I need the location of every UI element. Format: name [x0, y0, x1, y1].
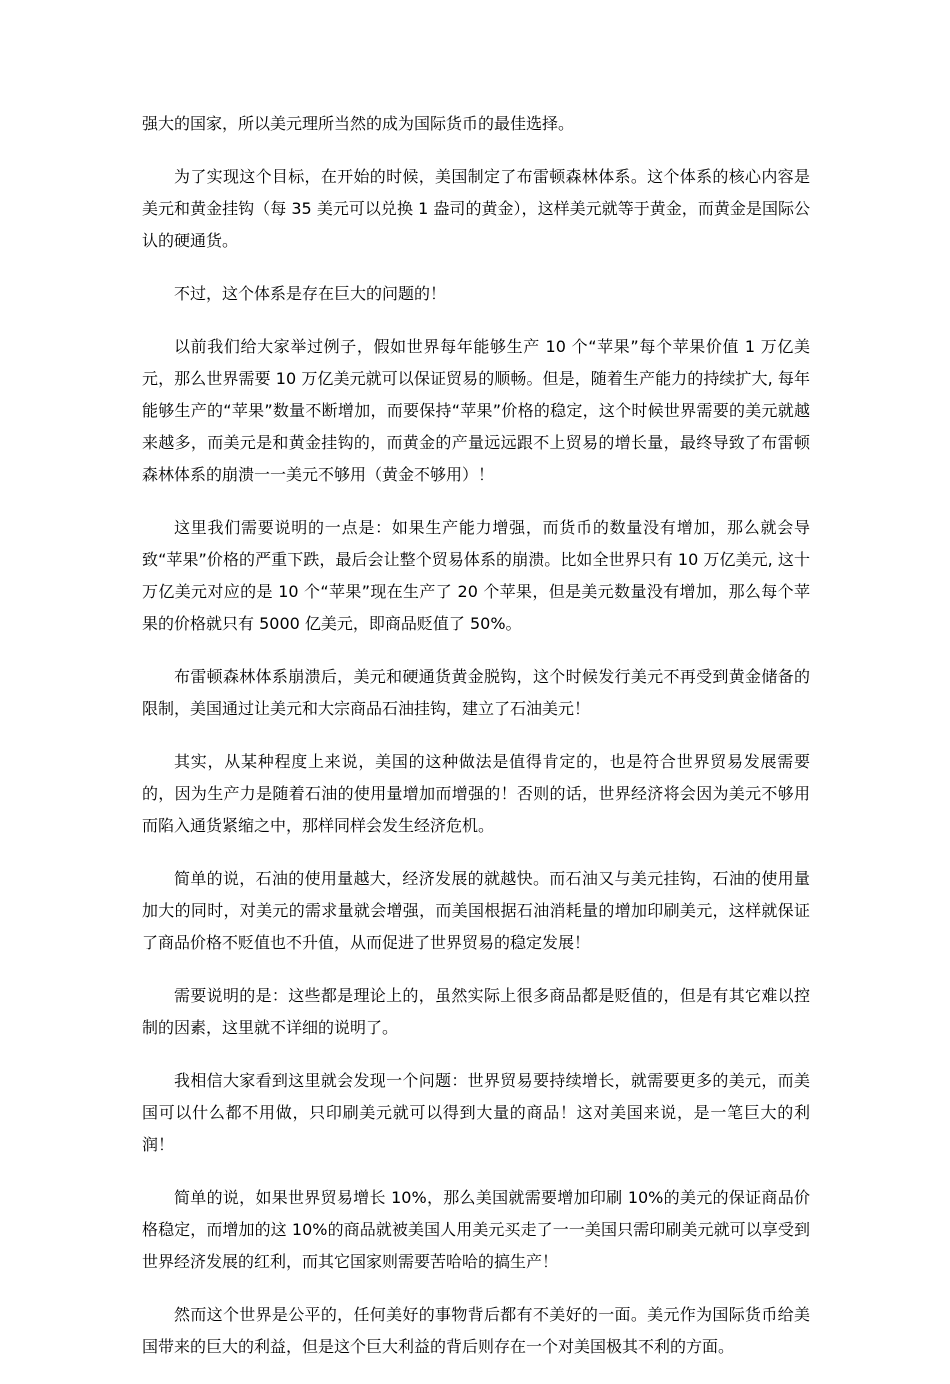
paragraph-5: 这里我们需要说明的一点是：如果生产能力增强，而货币的数量没有增加，那么就会导致“苹果”价格的严重下跌，最后会让整个贸易体系的崩溃。比如全世界只有 10 万亿美元, 这十万亿美元对应的是 10 个“苹果”现在生产了 20 个苹果，但是美元数量没有增加，那么每个苹果的价格就只有 5000 亿美元，即商品贬值了 50%。 [142, 518, 810, 633]
paragraph-9: 需要说明的是：这些都是理论上的，虽然实际上很多商品都是贬值的，但是有其它难以控制的因素，这里就不详细的说明了。 [142, 986, 810, 1037]
paragraph-8: 简单的说，石油的使用量越大，经济发展的就越快。而石油又与美元挂钩，石油的使用量加大的同时，对美元的需求量就会增强，而美国根据石油消耗量的增加印刷美元，这样就保证了商品价格不贬值也不升值，从而促进了世界贸易的稳定发展！ [142, 869, 810, 952]
document-body [142, 108, 810, 1384]
paragraph-7: 其实，从某种程度上来说，美国的这种做法是值得肯定的，也是符合世界贸易发展需要的，因为生产力是随着石油的使用量增加而增强的！否则的话，世界经济将会因为美元不够用而陷入通货紧缩之中，那样同样会发生经济危机。 [142, 752, 810, 835]
paragraph-12: 然而这个世界是公平的，任何美好的事物背后都有不美好的一面。美元作为国际货币给美国带来的巨大的利益，但是这个巨大利益的背后则存在一个对美国极其不利的方面。 [142, 1305, 810, 1356]
paragraph-2: 为了实现这个目标，在开始的时候，美国制定了布雷顿森林体系。这个体系的核心内容是美元和黄金挂钩（每 35 美元可以兑换 1 盎司的黄金），这样美元就等于黄金，而黄金是国际公认的硬通货。 [142, 167, 810, 250]
paragraph-6: 布雷顿森林体系崩溃后，美元和硬通货黄金脱钩，这个时候发行美元不再受到黄金储备的限制，美国通过让美元和大宗商品石油挂钩，建立了石油美元！ [142, 667, 810, 718]
paragraph-11: 简单的说，如果世界贸易增长 10%，那么美国就需要增加印刷 10%的美元的保证商品价格稳定，而增加的这 10%的商品就被美国人用美元买走了一一美国只需印刷美元就可以享受到世界经济发展的红利，而其它国家则需要苦哈哈的搞生产！ [142, 1188, 810, 1271]
paragraph-4: 以前我们给大家举过例子，假如世界每年能够生产 10 个“苹果”每个苹果价值 1 万亿美元，那么世界需要 10 万亿美元就可以保证贸易的顺畅。但是，随着生产能力的持续扩大, 每年能够生产的“苹果”数量不断增加，而要保持“苹果”价格的稳定，这个时候世界需要的美元就越来越多，而美元是和黄金挂钩的，而黄金的产量远远跟不上贸易的增长量，最终导致了布雷顿森林体系的崩溃一一美元不够用（黄金不够用）！ [142, 337, 810, 484]
paragraph-3: 不过，这个体系是存在巨大的问题的！ [174, 284, 447, 303]
paragraph-1: 强大的国家，所以美元理所当然的成为国际货币的最佳选择。 [142, 114, 575, 133]
paragraph-10: 我相信大家看到这里就会发现一个问题：世界贸易要持续增长，就需要更多的美元，而美国可以什么都不用做，只印刷美元就可以得到大量的商品！这对美国来说，是一笔巨大的利润！ [142, 1071, 810, 1154]
